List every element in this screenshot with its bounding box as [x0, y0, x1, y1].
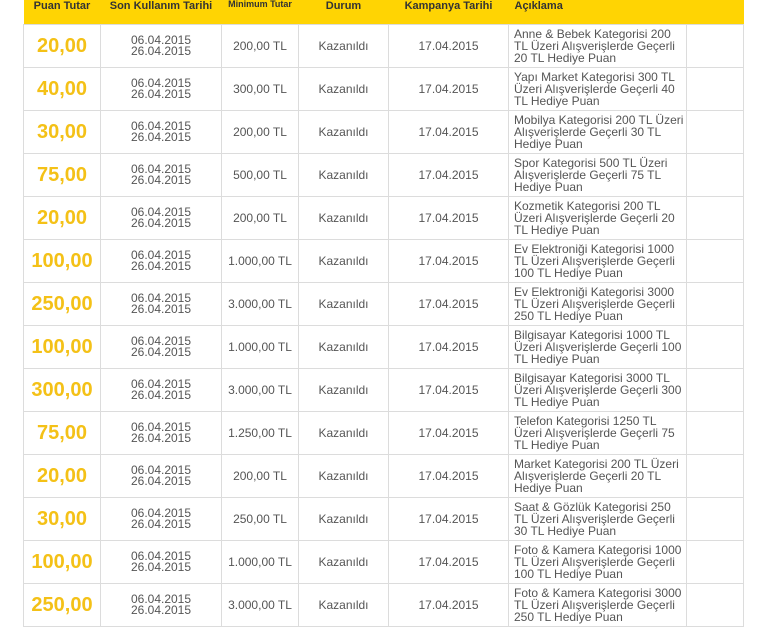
puan-value: 20,00	[24, 25, 101, 68]
son-kullanim-cell	[101, 154, 222, 197]
header-son-kullanim[interactable]: Son Kullanım Tarihi	[101, 0, 222, 25]
empty-cell	[687, 197, 744, 240]
puan-value: 300,00	[24, 369, 101, 412]
kampanya-tarihi-value: 17.04.2015	[389, 283, 509, 326]
son-kullanim-cell	[101, 541, 222, 584]
puan-value: 250,00	[24, 584, 101, 627]
aciklama-value: Foto & Kamera Kategorisi 1000 TL Üzeri Alışverişlerde Geçerli 100 TL Hediye Puan	[509, 541, 687, 584]
son-kullanim-cell	[101, 283, 222, 326]
aciklama-value: Saat & Gözlük Kategorisi 250 TL Üzeri Alışverişlerde Geçerli 30 TL Hediye Puan	[509, 498, 687, 541]
durum-value: Kazanıldı	[299, 369, 389, 412]
empty-cell	[687, 369, 744, 412]
start-date: 06.04.2015	[130, 119, 192, 133]
table-row	[24, 455, 744, 498]
minimum-tutar-value: 250,00 TL	[222, 498, 299, 541]
son-kullanim-cell	[101, 584, 222, 627]
empty-cell	[687, 111, 744, 154]
minimum-tutar-value: 1.000,00 TL	[222, 541, 299, 584]
minimum-tutar-value: 200,00 TL	[222, 455, 299, 498]
kampanya-tarihi-value: 17.04.2015	[389, 111, 509, 154]
table-body	[24, 25, 744, 627]
table-row	[24, 541, 744, 584]
end-date: 26.04.2015	[130, 130, 192, 144]
start-date: 06.04.2015	[130, 205, 192, 219]
empty-cell	[687, 68, 744, 111]
son-kullanim-cell	[101, 240, 222, 283]
kampanya-tarihi-value: 17.04.2015	[389, 25, 509, 68]
puan-value: 20,00	[24, 455, 101, 498]
puan-value: 30,00	[24, 498, 101, 541]
end-date: 26.04.2015	[130, 560, 192, 574]
son-kullanim-cell	[101, 498, 222, 541]
durum-value: Kazanıldı	[299, 154, 389, 197]
kampanya-tarihi-value: 17.04.2015	[389, 240, 509, 283]
empty-cell	[687, 541, 744, 584]
end-date: 26.04.2015	[130, 345, 192, 359]
end-date: 26.04.2015	[130, 474, 192, 488]
kampanya-tarihi-value: 17.04.2015	[389, 369, 509, 412]
table-row	[24, 197, 744, 240]
puan-value: 100,00	[24, 541, 101, 584]
end-date: 26.04.2015	[130, 517, 192, 531]
table-row	[24, 154, 744, 197]
table-row	[24, 326, 744, 369]
table-row	[24, 68, 744, 111]
kampanya-tarihi-value: 17.04.2015	[389, 541, 509, 584]
end-date: 26.04.2015	[130, 44, 192, 58]
start-date: 06.04.2015	[130, 162, 192, 176]
son-kullanim-cell	[101, 455, 222, 498]
puan-value: 75,00	[24, 412, 101, 455]
kampanya-tarihi-value: 17.04.2015	[389, 584, 509, 627]
start-date: 06.04.2015	[130, 291, 192, 305]
minimum-tutar-value: 300,00 TL	[222, 68, 299, 111]
points-table	[23, 0, 744, 627]
aciklama-value: Yapı Market Kategorisi 300 TL Üzeri Alışverişlerde Geçerli 40 TL Hediye Puan	[509, 68, 687, 111]
start-date: 06.04.2015	[130, 420, 192, 434]
aciklama-value: Telefon Kategorisi 1250 TL Üzeri Alışverişlerde Geçerli 75 TL Hediye Puan	[509, 412, 687, 455]
kampanya-tarihi-value: 17.04.2015	[389, 197, 509, 240]
son-kullanim-cell	[101, 412, 222, 455]
end-date: 26.04.2015	[130, 87, 192, 101]
aciklama-value: Ev Elektroniği Kategorisi 1000 TL Üzeri Alışverişlerde Geçerli 100 TL Hediye Puan	[509, 240, 687, 283]
minimum-tutar-value: 500,00 TL	[222, 154, 299, 197]
puan-value: 100,00	[24, 326, 101, 369]
minimum-tutar-value: 1.000,00 TL	[222, 240, 299, 283]
end-date: 26.04.2015	[130, 388, 192, 402]
table-row	[24, 25, 744, 68]
kampanya-tarihi-value: 17.04.2015	[389, 455, 509, 498]
start-date: 06.04.2015	[130, 549, 192, 563]
header-puan-tutar[interactable]: Puan Tutar	[24, 0, 101, 25]
end-date: 26.04.2015	[130, 173, 192, 187]
empty-cell	[687, 498, 744, 541]
durum-value: Kazanıldı	[299, 68, 389, 111]
table-row	[24, 111, 744, 154]
kampanya-tarihi-value: 17.04.2015	[389, 154, 509, 197]
aciklama-value: Kozmetik Kategorisi 200 TL Üzeri Alışverişlerde Geçerli 20 TL Hediye Puan	[509, 197, 687, 240]
durum-value: Kazanıldı	[299, 326, 389, 369]
minimum-tutar-value: 200,00 TL	[222, 25, 299, 68]
son-kullanim-cell	[101, 326, 222, 369]
kampanya-tarihi-value: 17.04.2015	[389, 412, 509, 455]
aciklama-value: Mobilya Kategorisi 200 TL Üzeri Alışverişlerde Geçerli 30 TL Hediye Puan	[509, 111, 687, 154]
son-kullanim-cell	[101, 25, 222, 68]
durum-value: Kazanıldı	[299, 240, 389, 283]
table-row	[24, 283, 744, 326]
start-date: 06.04.2015	[130, 76, 192, 90]
empty-cell	[687, 25, 744, 68]
durum-value: Kazanıldı	[299, 111, 389, 154]
start-date: 06.04.2015	[130, 248, 192, 262]
minimum-tutar-value: 200,00 TL	[222, 197, 299, 240]
minimum-tutar-value: 3.000,00 TL	[222, 584, 299, 627]
start-date: 06.04.2015	[130, 592, 192, 606]
puan-value: 40,00	[24, 68, 101, 111]
aciklama-value: Bilgisayar Kategorisi 1000 TL Üzeri Alışverişlerde Geçerli 100 TL Hediye Puan	[509, 326, 687, 369]
durum-value: Kazanıldı	[299, 25, 389, 68]
puan-value: 30,00	[24, 111, 101, 154]
minimum-tutar-value: 1.000,00 TL	[222, 326, 299, 369]
kampanya-tarihi-value: 17.04.2015	[389, 498, 509, 541]
durum-value: Kazanıldı	[299, 584, 389, 627]
empty-cell	[687, 584, 744, 627]
end-date: 26.04.2015	[130, 259, 192, 273]
header-minimum-tutar[interactable]: Minimum Tutar	[222, 0, 299, 25]
empty-cell	[687, 240, 744, 283]
header-durum[interactable]: Durum	[299, 0, 389, 25]
kampanya-tarihi-value: 17.04.2015	[389, 68, 509, 111]
durum-value: Kazanıldı	[299, 197, 389, 240]
son-kullanim-cell	[101, 68, 222, 111]
start-date: 06.04.2015	[130, 377, 192, 391]
minimum-tutar-value: 3.000,00 TL	[222, 283, 299, 326]
table-row	[24, 584, 744, 627]
aciklama-value: Foto & Kamera Kategorisi 3000 TL Üzeri Alışverişlerde Geçerli 250 TL Hediye Puan	[509, 584, 687, 627]
table-header	[24, 0, 744, 25]
empty-cell	[687, 154, 744, 197]
durum-value: Kazanıldı	[299, 455, 389, 498]
aciklama-value: Ev Elektroniği Kategorisi 3000 TL Üzeri Alışverişlerde Geçerli 250 TL Hediye Puan	[509, 283, 687, 326]
son-kullanim-cell	[101, 369, 222, 412]
empty-cell	[687, 412, 744, 455]
kampanya-tarihi-value: 17.04.2015	[389, 326, 509, 369]
minimum-tutar-value: 3.000,00 TL	[222, 369, 299, 412]
aciklama-value: Anne & Bebek Kategorisi 200 TL Üzeri Alışverişlerde Geçerli 20 TL Hediye Puan	[509, 25, 687, 68]
durum-value: Kazanıldı	[299, 541, 389, 584]
aciklama-value: Bilgisayar Kategorisi 3000 TL Üzeri Alışverişlerde Geçerli 300 TL Hediye Puan	[509, 369, 687, 412]
puan-value: 75,00	[24, 154, 101, 197]
empty-cell	[687, 455, 744, 498]
empty-cell	[687, 326, 744, 369]
table-row	[24, 369, 744, 412]
son-kullanim-cell	[101, 111, 222, 154]
puan-value: 20,00	[24, 197, 101, 240]
end-date: 26.04.2015	[130, 603, 192, 617]
header-aciklama[interactable]: Açıklama	[509, 0, 687, 25]
minimum-tutar-value: 1.250,00 TL	[222, 412, 299, 455]
table-row	[24, 412, 744, 455]
table-row	[24, 498, 744, 541]
start-date: 06.04.2015	[130, 33, 192, 47]
durum-value: Kazanıldı	[299, 498, 389, 541]
end-date: 26.04.2015	[130, 216, 192, 230]
durum-value: Kazanıldı	[299, 283, 389, 326]
end-date: 26.04.2015	[130, 302, 192, 316]
puan-value: 100,00	[24, 240, 101, 283]
minimum-tutar-value: 200,00 TL	[222, 111, 299, 154]
son-kullanim-cell	[101, 197, 222, 240]
aciklama-value: Spor Kategorisi 500 TL Üzeri Alışverişlerde Geçerli 75 TL Hediye Puan	[509, 154, 687, 197]
table-row	[24, 240, 744, 283]
header-kampanya-tarihi[interactable]: Kampanya Tarihi	[389, 0, 509, 25]
header-empty	[687, 0, 744, 25]
puan-value: 250,00	[24, 283, 101, 326]
start-date: 06.04.2015	[130, 334, 192, 348]
start-date: 06.04.2015	[130, 506, 192, 520]
durum-value: Kazanıldı	[299, 412, 389, 455]
start-date: 06.04.2015	[130, 463, 192, 477]
aciklama-value: Market Kategorisi 200 TL Üzeri Alışverişlerde Geçerli 20 TL Hediye Puan	[509, 455, 687, 498]
empty-cell	[687, 283, 744, 326]
end-date: 26.04.2015	[130, 431, 192, 445]
